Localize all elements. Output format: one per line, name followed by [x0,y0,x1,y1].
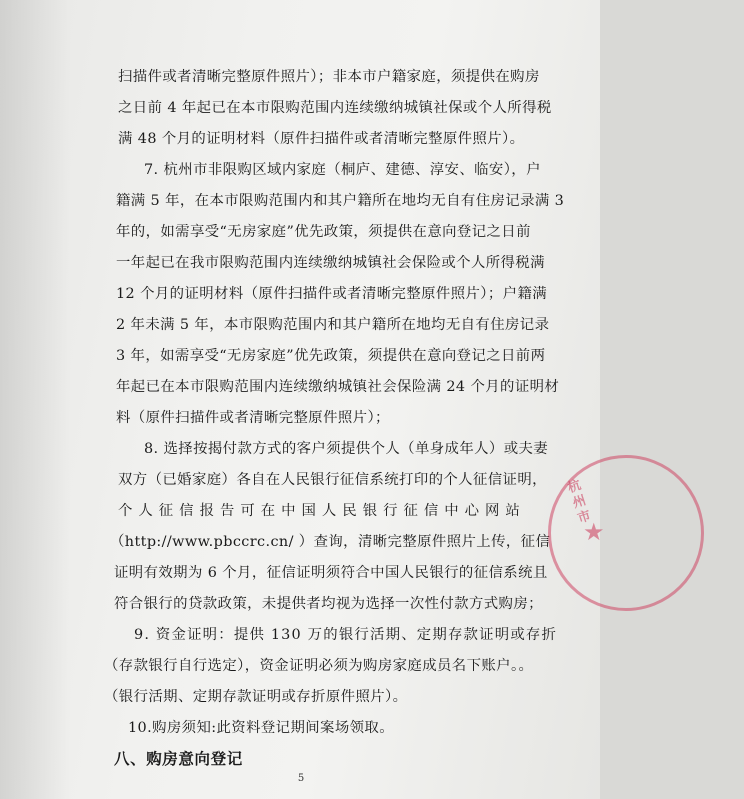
text-line: 双方（已婚家庭）各自在人民银行征信系统打印的个人征信证明， [118,472,547,488]
text-line: 证明有效期为 6 个月，征信证明须符合中国人民银行的征信系统且 [114,565,548,581]
red-seal-stamp [548,455,704,611]
text-line: （http://www.pbccrc.cn/ ）查询，清晰完整原件照片上传，征信 [110,534,551,550]
text-line: 之日前 4 年起已在本市限购范围内连续缴纳城镇社保或个人所得税 [118,100,552,116]
section-heading: 八、购房意向登记 [114,749,243,768]
text-line: 9. 资金证明：提供 130 万的银行活期、定期存款证明或存折 [134,627,558,643]
text-line: （银行活期、定期存款证明或存折原件照片）。 [104,689,408,705]
text-line: 10.购房须知:此资料登记期间案场领取。 [128,720,394,736]
text-line: 个人征信报告可在中国人民银行征信中心网站 [118,503,526,519]
text-line: （存款银行自行选定），资金证明必须为购房家庭成员名下账户。。 [104,658,534,674]
text-line: 12 个月的证明材料（原件扫描件或者清晰完整原件照片）；户籍满 [116,286,548,302]
text-line: 料（原件扫描件或者清晰完整原件照片）； [116,410,390,426]
text-line: 扫描件或者清晰完整原件照片）；非本市户籍家庭，须提供在购房 [118,69,540,85]
text-line: 籍满 5 年，在本市限购范围内和其户籍所在地均无自有住房记录满 3 [116,193,565,209]
text-line: 满 48 个月的证明材料（原件扫描件或者清晰完整原件照片）。 [118,131,525,147]
text-line: 年起已在本市限购范围内连续缴纳城镇社会保险满 24 个月的证明材 [116,379,560,395]
text-line: 2 年未满 5 年，本市限购范围内和其户籍所在地均无自有住房记录 [116,317,550,333]
text-line: 一年起已在我市限购范围内连续缴纳城镇社会保险或个人所得税满 [116,255,545,271]
text-line: 8. 选择按揭付款方式的客户须提供个人（单身成年人）或夫妻 [144,441,549,457]
page-number: 5 [297,773,305,784]
text-line: 3 年，如需享受“无房家庭”优先政策，须提供在意向登记之日前两 [116,348,546,364]
star-icon: ★ [583,518,605,546]
text-line: 7. 杭州市非限购区域内家庭（桐庐、建德、淳安、临安），户 [144,162,541,178]
text-line: 年的，如需享受“无房家庭”优先政策，须提供在意向登记之日前 [116,224,531,240]
stamp-text: 杭州市 [566,477,593,527]
text-line: 符合银行的贷款政策，未提供者均视为选择一次性付款方式购房； [114,596,543,612]
